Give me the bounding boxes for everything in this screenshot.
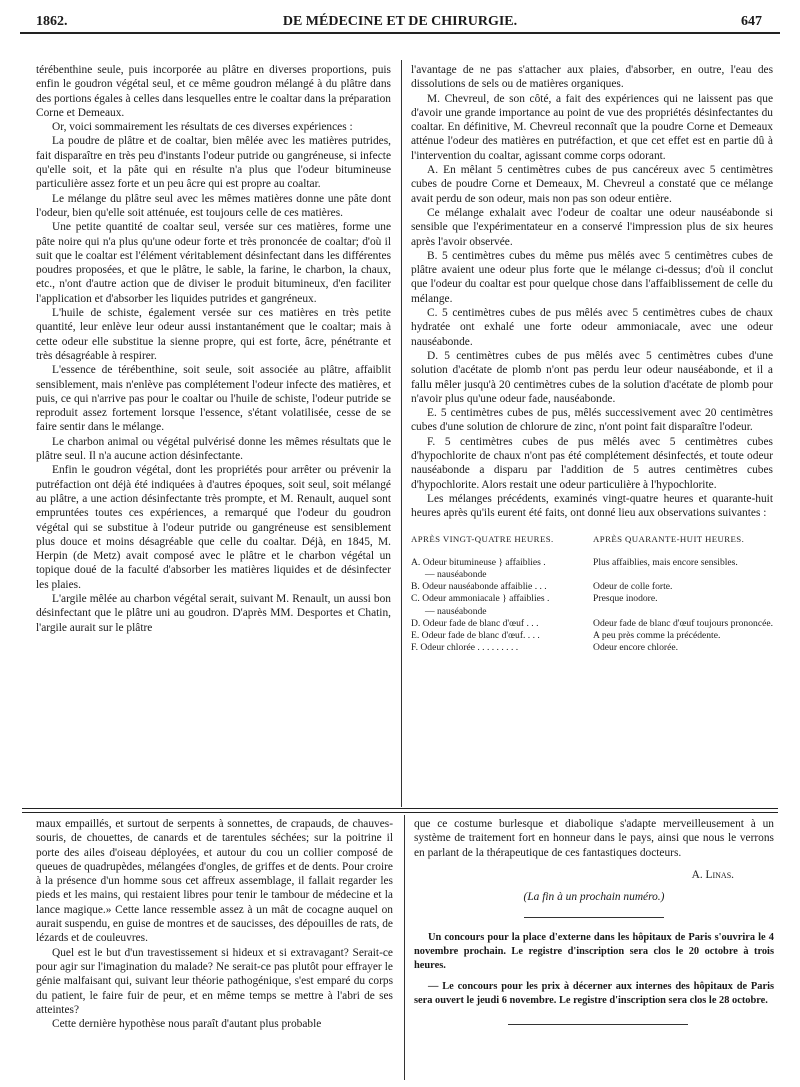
cell-24h-sub: — nauséabonde [425,568,487,580]
cell-24h: D. Odeur fade de blanc d'œuf . . . [411,617,539,629]
cell-48h: A peu près comme la précédente. [593,629,721,641]
notice-internat: — Le concours pour les prix à décerner aux internes des hôpitaux de Paris sera ouvert le jeudi 6 novembre. Le registre d'inscription sera clos le 28 octobre. [414,981,774,1006]
header-title: DE MÉDECINE ET DE CHIRURGIE. [282,14,518,29]
column-right-top [411,63,773,654]
header-year: 1862. [36,14,68,29]
paragraph: Or, voici sommairement les résultats de ces diverses expériences : [52,121,353,134]
paragraph: que ce costume burlesque et diabolique s'adapte merveilleusement à un système de traitement fort en honneur dans le pays, ainsi que nous le verrons en parlant de la thérapeutique de ces fantastiques docteurs. [414,818,774,859]
table-row [411,642,773,654]
observations-table [411,533,773,655]
cell-24h: E. Odeur fade de blanc d'œuf. . . . [411,629,540,641]
end-rule [508,1024,688,1025]
column-left-bottom [36,817,393,1031]
column-header-48h: APRÈS QUARANTE-HUIT HEURES. [593,533,745,544]
column-left-top [36,63,391,635]
notice-externat: Un concours pour la place d'externe dans les hôpitaux de Paris s'ouvrira le 4 novembre prochain. Le registre d'inscription sera clos le 20 octobre à trois heures. [414,932,774,971]
paragraph: A. En mêlant 5 centimètres cubes de pus cancéreux avec 5 centimètres cubes de poudre Corne et Demeaux, M. Chevreul a constaté que ce mélange avait perdu de son odeur, mais non pas son odeur entière. [411,164,773,205]
cell-24h: F. Odeur chlorée . . . . . . . . . [411,642,519,654]
running-header [20,8,780,34]
paragraph: B. 5 centimètres cubes du même pus mêlés avec 5 centimètres cubes de plâtre avaient une odeur plus forte que le mélange ci-dessus; d'où il conclut que l'odeur du coaltar est pour quelque chose dans l'affaiblissement de celle du mélange. [411,249,773,305]
paragraph: Une petite quantité de coaltar seul, versée sur ces matières, forme une pâte noire qui n'a plus qu'une odeur forte et très prononcée de coaltar; d'où il suit que le coaltar est l'élément véritablement désinfectant dans les différentes poudres proposées, et que le plâtre, le sable, la farine, le charbon, la chaux, etc., n'ont d'autre action que de diviser le produit bitumineux, d'en faciliter l'application et d'absorber les liquides putrides et gangréneux. [36,221,391,305]
cell-48h: Odeur encore chlorée. [593,642,679,654]
paragraph: Les mélanges précédents, examinés vingt-quatre heures et quarante-huit heures après qu'ils eurent été faits, ont donné lieu aux observations suivantes : [411,492,773,520]
cell-48h: Plus affaiblies, mais encore sensibles. [593,556,738,568]
cell-24h-sub: — nauséabonde [425,605,487,617]
paragraph: C. 5 centimètres cubes de pus mêlés avec 5 centimètres cubes de chaux hydratée ont exhalé une forte odeur ammoniacale, avec une odeur nauséabonde. [411,307,773,348]
notices [414,931,774,1007]
continuation-note: (La fin à un prochain numéro.) [523,891,665,904]
cell-24h: C. Odeur ammoniacale } affaiblies . [411,593,550,605]
paragraph: Le mélange du plâtre seul avec les mêmes matières donne une pâte dont l'odeur, bien qu'elle soit atténuée, est toujours celle de ces matières. [36,192,391,219]
paragraph: maux empaillés, et surtout de serpents à sonnettes, de crapauds, de chauves-souris, de chouettes, de canards et de tarentules séchées; sur la poitrine il porte des ailes d'oiseau déployées, et autour du cou un collier composé de queues de quadrupèdes, mélangées d'ongles, de griffes et de dents. Pour croire à la présence d'un homme sous cet affreux assemblage, il fallait regarder les pieds et les mains, qui restaient libres pour tenir le tambour de médecine et la lance magique.» Cette lance ressemble assez à un mât de cocagne auquel on aurait suspendu, en guise de montres et de saucisses, des dépouilles de rats, de lézards et de couleuvres. [36,818,393,945]
cell-24h: B. Odeur nauséabonde affaiblie . . . [411,581,547,593]
paragraph: Le charbon animal ou végétal pulvérisé donne les mêmes résultats que le plâtre seul. Il n'a aucune action désinfectante. [36,435,391,463]
paragraph: térébenthine seule, puis incorporée au plâtre en diverses proportions, puis enfin le goudron végétal seul, et ce même goudron mélangé à du plâtre dans des portions égales à celles dans lesquelles entre le coaltar dans la préparation Corne et Demeaux. [36,64,391,119]
paragraph: M. Chevreul, de son côté, a fait des expériences qui ne laissent pas que d'avoir une grande importance au point de vue des propriétés désinfectantes du coaltar. En définitive, M. Chevreul reconnaît que la poudre Corne et Demeaux atténue l'odeur des matières en putréfaction, et que cet effet est en partie dû à l'intervention du coaltar, agissant comme corps odorant. [411,92,773,162]
author-signature: A. Linas. [691,868,734,881]
paragraph: Quel est le but d'un travestissement si hideux et si extravagant? Serait-ce pour agir sur l'imagination du malade? Ne serait-ce pas plutôt pour effrayer le génie malfaisant qui, suivant leur théorie pathogénique, s'est emparé du corps du patient, le faire fuir de peur, et en même temps se mettre à l'abri de ses atteintes? [36,946,393,1016]
paragraph: Cette dernière hypothèse nous paraît d'autant plus probable [52,1018,322,1031]
paragraph: F. 5 centimètres cubes de pus mêlés avec 5 centimètres cubes d'hypochlorite de chaux n'ont pas été complétement désinfectés, et toute odeur nauséabonde a disparu par l'addition de 5 autres centimètres cubes d'hypochlorite. Alors restait une odeur particulière à l'hypochlorite. [411,435,773,491]
paragraph: l'avantage de ne pas s'attacher aux plaies, d'absorber, en outre, l'eau des dissolutions de sels ou de matières organiques. [411,64,773,91]
paragraph: D. 5 centimètres cubes de pus mêlés avec 5 centimètres cubes d'une solution d'acétate de plomb n'ont pas perdu leur odeur nauséabonde, et il a fallu mêler jusqu'à 20 centimètres cubes de la solution d'acétate de plomb pour n'avoir plus qu'une odeur fade, nauséabonde. [411,349,773,405]
paragraph: E. 5 centimètres cubes de pus, mêlés successivement avec 20 centimètres cubes d'une solution de chlorure de zinc, n'ont point fait disparaître l'odeur. [411,407,773,434]
table-row [411,630,773,642]
table-row [411,581,773,593]
page-number: 647 [741,14,762,29]
paragraph: L'argile mêlée au charbon végétal serait, suivant M. Renault, un aussi bon désinfectant que le plâtre uni au goudron. D'après MM. Desportes et Chatin, l'argile aurait sur le plâtre [36,592,391,634]
paragraph: L'huile de schiste, également versée sur ces matières en très petite quantité, leur enlève leur odeur aussi instantanément que le coaltar; mais à cette odeur elle substitue la sienne propre, qui est forte, âcre, pénétrante et très désagréable à respirer. [36,307,391,362]
cell-24h: A. Odeur bitumineuse } affaiblies . [411,556,546,568]
column-header-24h: APRÈS VINGT-QUATRE HEURES. [411,533,554,544]
separator-rule [524,917,664,918]
table-row [411,593,773,617]
section-divider [22,808,778,813]
paragraph: Ce mélange exhalait avec l'odeur de coaltar une odeur nauséabonde si sensible que l'expérimentateur en a conservé l'impression plus de six heures après l'avoir observée. [411,206,773,248]
paragraph: L'essence de térébenthine, soit seule, soit associée au plâtre, affaiblit sensiblement, mais n'enlève pas complétement l'odeur infecte des matières, et puis, ce qui n'arrive pas pour le coaltar ou l'huile de schiste, l'odeur putride se reproduit assez fortement lorsque l'essence, s'étant volatilisée, cesse de se faire sentir dans le mélange. [36,364,391,434]
table-row [411,557,773,581]
paragraph: La poudre de plâtre et de coaltar, bien mêlée avec les matières putrides, fait disparaître en très peu d'instants l'odeur putride ou gangréneuse, si infecte qu'elle soit, et la pâte qui en résulte n'a plus que l'odeur bitumineuse particulière assez forte et un peu âcre qui est propre au coaltar. [36,135,391,191]
column-divider-bottom [404,815,405,1080]
paragraph: Enfin le goudron végétal, dont les propriétés pour arrêter ou prévenir la putréfaction ont déjà été indiquées à d'autres époques, soit seul, soit mélangé au plâtre, a une action désinfectante très prompte, et M. Renault, auquel sont empruntées toutes ces expériences, a remarqué que l'odeur du goudron végétal qui se substitue à l'odeur putride ou gangréneuse est sensiblement plus douce et moins désagréable que celle du coaltar. Déjà, en 1845, M. Herpin (de Metz) avait composé avec le plâtre et le charbon végétal un topique doué de la faculté d'absorber les matières liquides et de désinfecter les plaies. [36,464,391,591]
table-row [411,618,773,630]
table-header-row [411,533,773,557]
column-right-bottom [414,817,774,1015]
column-divider-top [401,60,402,807]
cell-48h: Odeur fade de blanc d'œuf toujours prononcée. [593,617,773,629]
cell-48h: Odeur de colle forte. [593,581,673,593]
cell-48h: Presque inodore. [593,593,658,605]
